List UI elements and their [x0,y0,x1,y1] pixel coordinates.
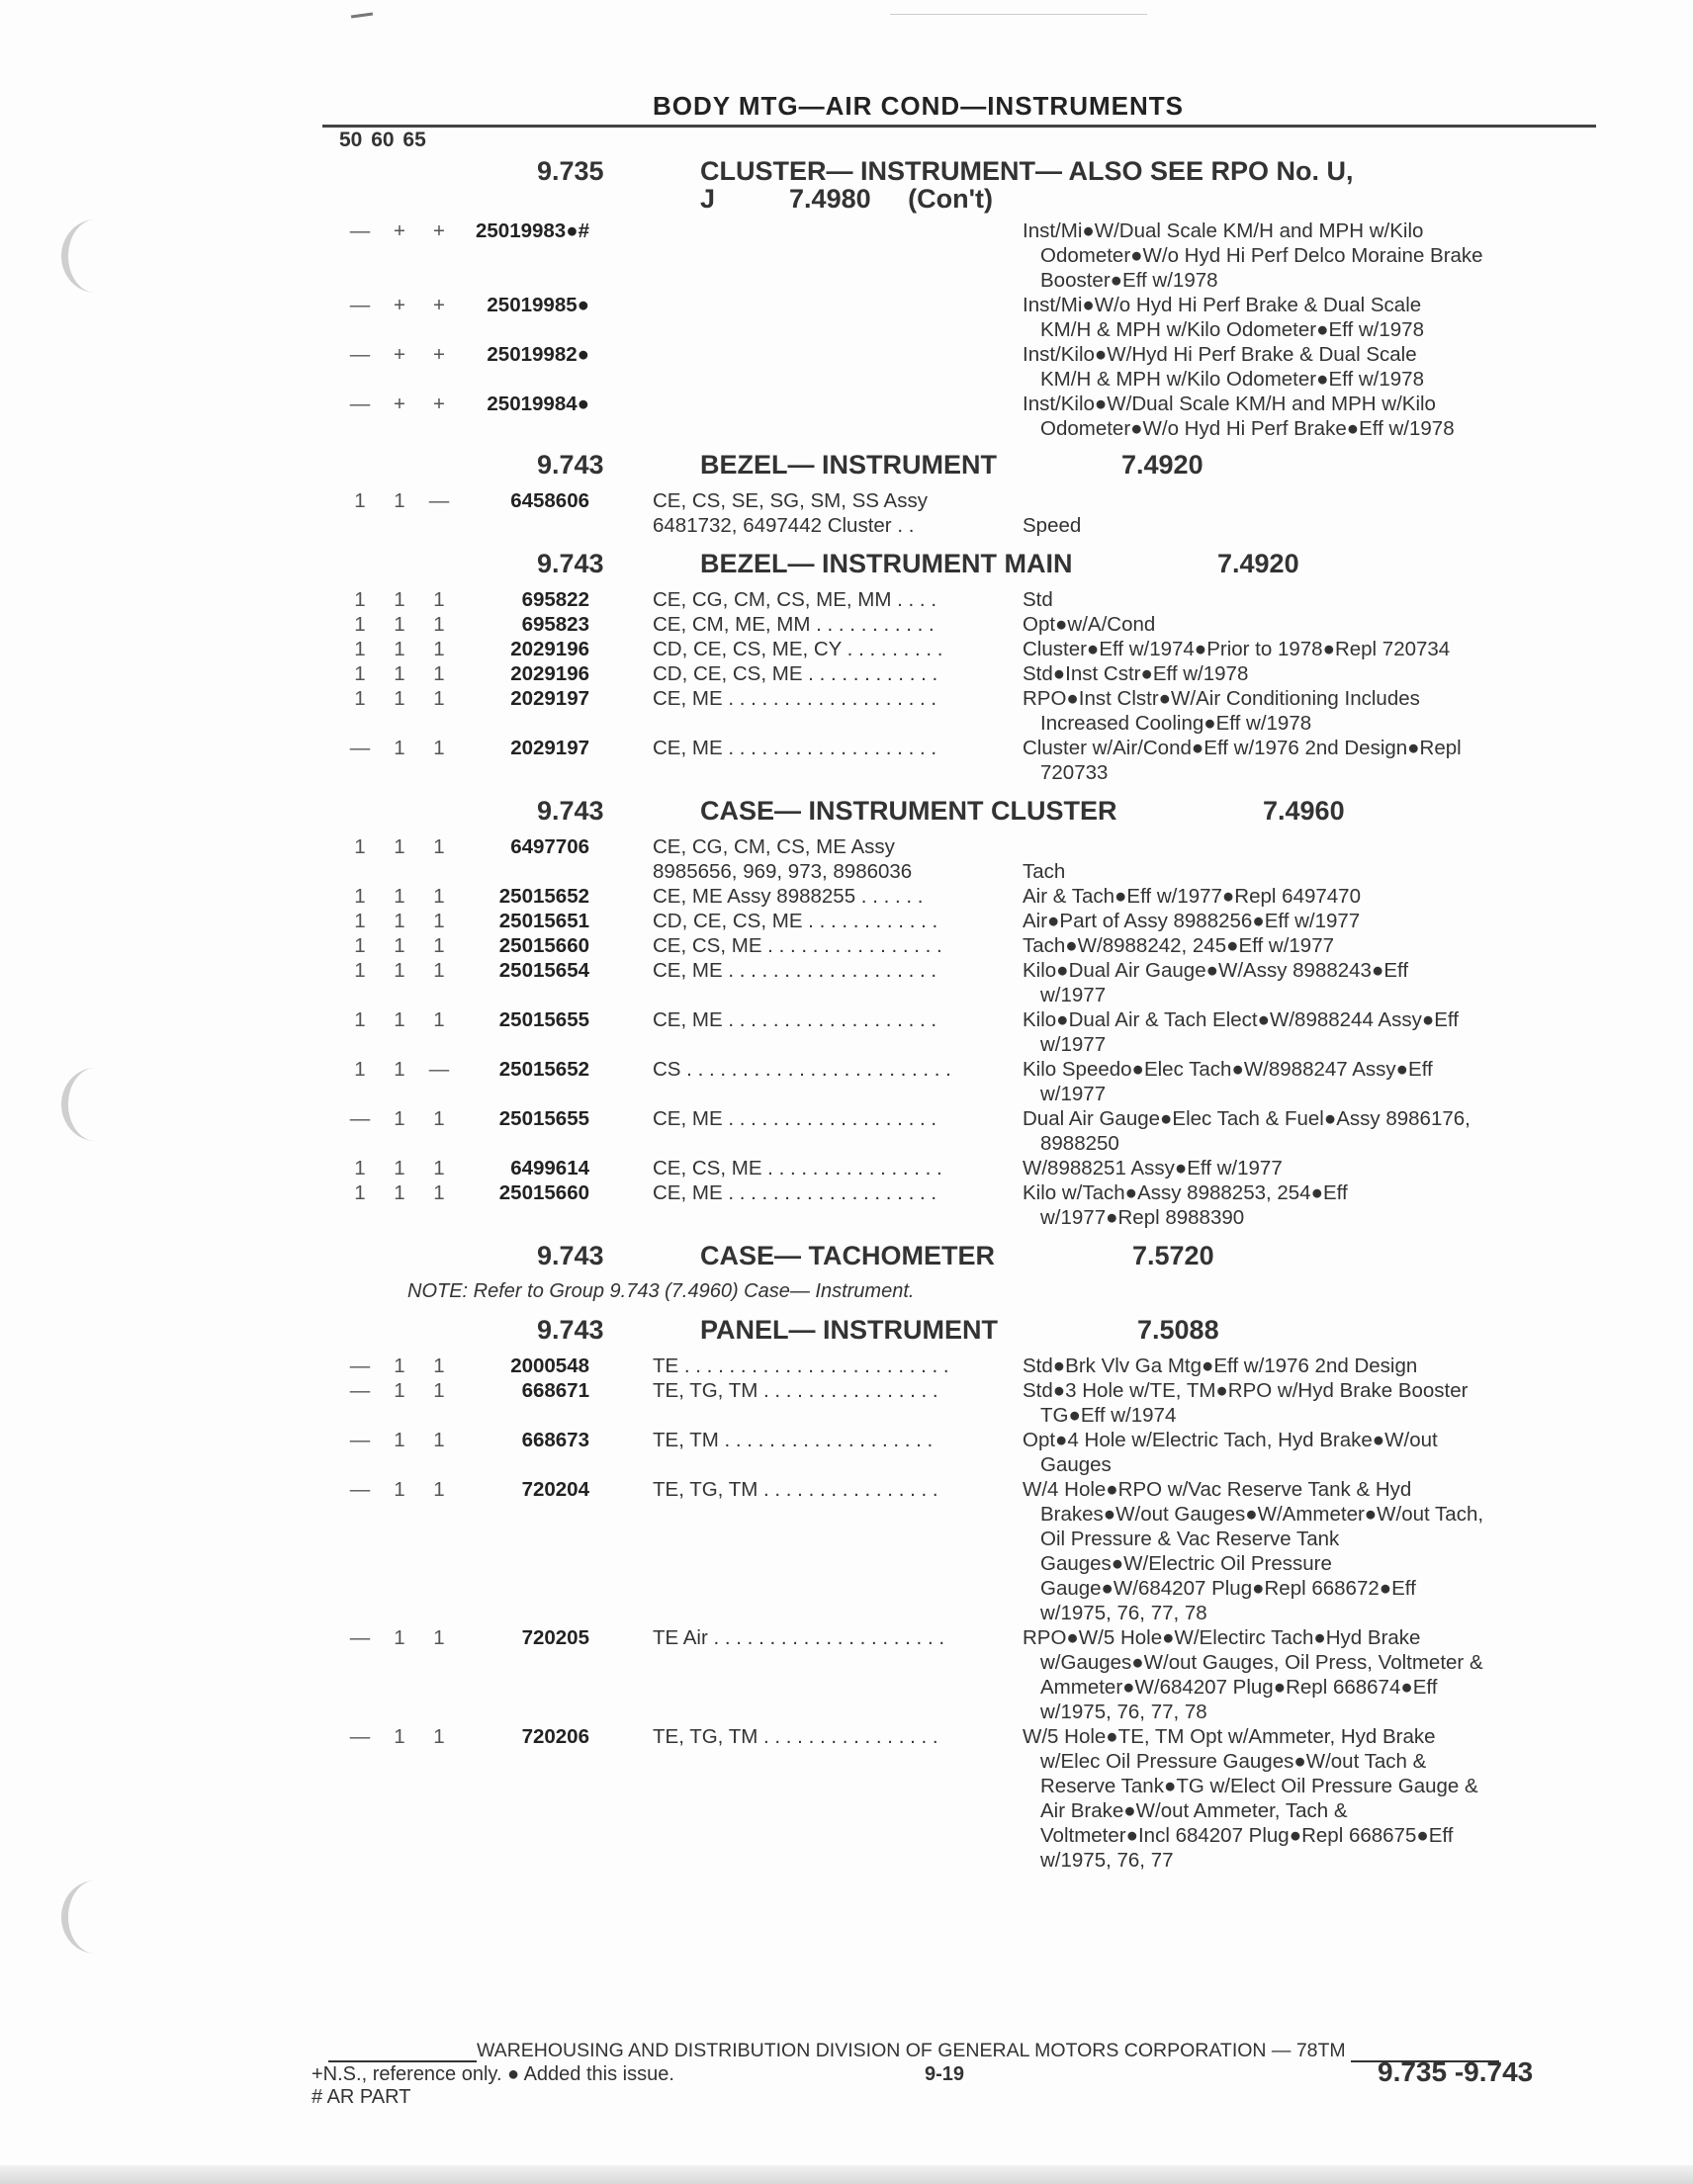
part-description [1023,958,1596,1007]
model-codes [653,933,1001,958]
quantity-50: — [349,1354,371,1377]
section-code: 7.4960 [1263,796,1345,826]
part-number: 695823 [521,613,589,636]
part-number: 25015660 [498,934,589,957]
quantity-65: 1 [433,613,445,636]
quantity-60: 1 [394,1157,405,1179]
part-description [1023,834,1596,884]
description-line: w/1977●Repl 8988390 [1040,1206,1245,1229]
model-line: 8985656, 969, 973, 8986036 [653,860,913,883]
description-line: Opt●4 Hole w/Electric Tach, Hyd Brake●W/out [1023,1429,1438,1451]
description-line: RPO●W/5 Hole●W/Electirc Tach●Hyd Brake [1023,1626,1421,1649]
part-description [1023,1378,1596,1428]
part-number: 25019984● [487,393,589,415]
model-line: CE, ME . . . . . . . . . . . . . . . . . . . [653,687,937,710]
quantity-50: — [349,219,371,242]
section-code: 7.4920 [1121,450,1203,480]
part-number: 6497706 [510,835,589,858]
quantity-60: 1 [394,1429,405,1451]
quantity-65: 1 [433,1429,445,1451]
part-description [1023,1106,1596,1156]
description-line: Inst/Kilo●W/Dual Scale KM/H and MPH w/Kilo [1023,393,1436,415]
part-number: 25015655 [498,1107,589,1130]
part-description [1023,1477,1596,1625]
part-number: 2000548 [510,1354,589,1377]
description-line: w/1975, 76, 77 [1040,1849,1174,1872]
section-title: BEZEL— INSTRUMENT [700,450,997,480]
scan-line [890,14,1147,15]
model-codes [653,834,1001,884]
description-line: W/8988251 Assy●Eff w/1977 [1023,1157,1283,1179]
footer-division-text: WAREHOUSING AND DISTRIBUTION DIVISION OF GENERAL MOTORS CORPORATION — 78TM [477,2040,1346,2061]
quantity-65: 1 [433,959,445,982]
section-title-continued: J 7.4980 (Con't) [700,184,993,214]
section-code: 7.5088 [1137,1315,1219,1345]
year-columns-header: 50 60 65 [339,129,426,151]
quantity-65: 1 [433,1008,445,1031]
description-line: Odometer●W/o Hyd Hi Perf Delco Moraine Brake [1040,244,1483,267]
quantity-65: + [433,393,445,415]
group-number: 9.743 [537,549,604,578]
part-number: 668671 [521,1379,589,1402]
quantity-65: 1 [433,1107,445,1130]
part-number: 720205 [521,1626,589,1649]
model-codes [653,686,1001,711]
quantity-50: 1 [354,638,366,660]
quantity-60: 1 [394,1354,405,1377]
quantity-65: — [428,1058,450,1081]
model-line: CE, CS, SE, SG, SM, SS Assy [653,489,928,512]
part-number: 668673 [521,1429,589,1451]
group-number: 9.743 [537,796,604,826]
quantity-60: 1 [394,1626,405,1649]
description-line [1023,834,1596,859]
quantity-50: — [349,294,371,316]
part-description [1023,1625,1596,1724]
quantity-60: 1 [394,1107,405,1130]
quantity-65: 1 [433,638,445,660]
part-description [1023,1156,1596,1180]
model-line: CS . . . . . . . . . . . . . . . . . . . . . . . . [653,1058,951,1081]
description-line: TG●Eff w/1974 [1040,1404,1177,1427]
quantity-65: 1 [433,662,445,685]
quantity-65: 1 [433,835,445,858]
description-line: Std●Inst Cstr●Eff w/1978 [1023,662,1249,685]
quantity-60: 1 [394,934,405,957]
part-number: 25015655 [498,1008,589,1031]
group-number: 9.743 [537,1315,604,1345]
page-number: 9-19 [925,2063,965,2085]
description-line: Inst/Mi●W/o Hyd Hi Perf Brake & Dual Scale [1023,294,1422,316]
description-line: Air & Tach●Eff w/1977●Repl 6497470 [1023,885,1361,908]
model-line: CE, ME . . . . . . . . . . . . . . . . . . . [653,1008,937,1031]
quantity-50: — [349,1379,371,1402]
scan-mark [351,12,373,18]
description-line: Oil Pressure & Vac Reserve Tank [1040,1528,1340,1550]
section-title: BEZEL— INSTRUMENT MAIN [700,549,1073,578]
description-line: Brakes●W/out Gauges●W/Ammeter●W/out Tach, [1040,1503,1484,1526]
model-line: TE, TG, TM . . . . . . . . . . . . . . . . [653,1379,938,1402]
quantity-60: + [394,343,405,366]
section-note: NOTE: Refer to Group 9.743 (7.4960) Case— Instrument. [407,1280,915,1302]
model-line: CE, ME . . . . . . . . . . . . . . . . . . . [653,1107,937,1130]
quantity-50: 1 [354,885,366,908]
quantity-60: + [394,219,405,242]
description-line: Inst/Mi●W/Dual Scale KM/H and MPH w/Kilo [1023,219,1424,242]
model-codes [653,1477,1001,1502]
description-line: w/Gauges●W/out Gauges, Oil Press, Voltmeter & [1040,1651,1483,1674]
quantity-50: — [349,1429,371,1451]
description-line: Odometer●W/o Hyd Hi Perf Brake●Eff w/1978 [1040,417,1455,440]
quantity-50: 1 [354,1181,366,1204]
model-line: CE, ME . . . . . . . . . . . . . . . . . . . [653,737,937,759]
footer-division [328,2040,1499,2062]
description-line [1023,488,1596,513]
quantity-60: 1 [394,959,405,982]
description-line: Kilo●Dual Air Gauge●W/Assy 8988243●Eff [1023,959,1409,982]
quantity-50: — [349,343,371,366]
model-line: CE, CG, CM, CS, ME, MM . . . . [653,588,937,611]
model-codes [653,1007,1001,1032]
quantity-60: 1 [394,1725,405,1748]
quantity-50: 1 [354,934,366,957]
quantity-65: 1 [433,1181,445,1204]
model-codes [653,909,1001,933]
model-codes [653,958,1001,983]
quantity-60: 1 [394,1181,405,1204]
binder-hole [61,1068,130,1141]
model-codes [653,736,1001,760]
model-line: CD, CE, CS, ME, CY . . . . . . . . . [653,638,943,660]
section-code: 7.4920 [1217,549,1299,578]
quantity-65: 1 [433,1626,445,1649]
model-codes [653,1378,1001,1403]
description-line: RPO●Inst Clstr●W/Air Conditioning Includes [1023,687,1420,710]
quantity-60: 1 [394,1008,405,1031]
description-line: w/1977 [1040,1083,1107,1105]
model-line: CE, CS, ME . . . . . . . . . . . . . . . . [653,1157,942,1179]
description-line: Booster●Eff w/1978 [1040,269,1218,292]
part-description [1023,637,1596,661]
description-line: KM/H & MPH w/Kilo Odometer●Eff w/1978 [1040,368,1424,391]
part-number: 2029197 [510,737,589,759]
quantity-50: 1 [354,662,366,685]
quantity-65: 1 [433,910,445,932]
quantity-50: — [349,737,371,759]
quantity-60: 1 [394,1379,405,1402]
model-line: CE, CM, ME, MM . . . . . . . . . . . [653,613,935,636]
footer-legend: +N.S., reference only. ● Added this issue. [312,2063,674,2085]
quantity-50: 1 [354,1058,366,1081]
part-description [1023,1180,1596,1230]
part-description [1023,1354,1596,1378]
quantity-65: 1 [433,1379,445,1402]
model-codes [653,1180,1001,1205]
model-line: TE, TG, TM . . . . . . . . . . . . . . . . [653,1478,938,1501]
model-line: CD, CE, CS, ME . . . . . . . . . . . . [653,662,938,685]
quantity-65: 1 [433,1725,445,1748]
quantity-50: 1 [354,588,366,611]
part-description [1023,933,1596,958]
model-line: TE Air . . . . . . . . . . . . . . . . . . . . . [653,1626,945,1649]
scan-edge [0,2165,1693,2184]
footer-ar-part: # AR PART [312,2086,411,2108]
part-description [1023,686,1596,736]
part-description [1023,1007,1596,1057]
description-line: Gauge●W/684207 Plug●Repl 668672●Eff [1040,1577,1416,1600]
part-description [1023,1428,1596,1477]
model-codes [653,637,1001,661]
description-line: Inst/Kilo●W/Hyd Hi Perf Brake & Dual Scale [1023,343,1417,366]
description-line: Tach [1023,860,1066,883]
quantity-60: 1 [394,662,405,685]
quantity-50: 1 [354,959,366,982]
model-line: TE, TM . . . . . . . . . . . . . . . . . . . [653,1429,934,1451]
quantity-65: 1 [433,1157,445,1179]
quantity-65: — [428,489,450,512]
model-codes [653,488,1001,538]
header-rule [322,125,1596,128]
description-line: w/1977 [1040,1033,1107,1056]
quantity-65: 1 [433,737,445,759]
part-number: 2029197 [510,687,589,710]
section-title: PANEL— INSTRUMENT [700,1315,998,1345]
description-line: Increased Cooling●Eff w/1978 [1040,712,1312,735]
model-line: TE, TG, TM . . . . . . . . . . . . . . . . [653,1725,938,1748]
description-line: Air Brake●W/out Ammeter, Tach & [1040,1799,1348,1822]
model-line: 6481732, 6497442 Cluster . . [653,514,915,537]
model-line: CD, CE, CS, ME . . . . . . . . . . . . [653,910,938,932]
description-line: 8988250 [1040,1132,1119,1155]
part-description [1023,736,1596,785]
quantity-65: 1 [433,934,445,957]
part-number: 25019983●# [476,219,589,242]
description-line: Kilo●Dual Air & Tach Elect●W/8988244 Assy●Eff [1023,1008,1459,1031]
quantity-60: 1 [394,835,405,858]
description-line: W/4 Hole●RPO w/Vac Reserve Tank & Hyd [1023,1478,1412,1501]
part-description [1023,587,1596,612]
part-description [1023,612,1596,637]
model-line: CE, ME . . . . . . . . . . . . . . . . . . . [653,1181,937,1204]
description-line: W/5 Hole●TE, TM Opt w/Ammeter, Hyd Brake [1023,1725,1436,1748]
description-line: Ammeter●W/684207 Plug●Repl 668674●Eff [1040,1676,1438,1699]
part-description [1023,392,1596,441]
description-line: Std●Brk Vlv Ga Mtg●Eff w/1976 2nd Design [1023,1354,1418,1377]
group-number: 9.735 [537,156,604,186]
part-number: 720204 [521,1478,589,1501]
description-line: Opt●w/A/Cond [1023,613,1156,636]
description-line: Std●3 Hole w/TE, TM●RPO w/Hyd Brake Booster [1023,1379,1469,1402]
model-line: CE, CS, ME . . . . . . . . . . . . . . . . [653,934,942,957]
description-line: Tach●W/8988242, 245●Eff w/1977 [1023,934,1335,957]
part-description [1023,342,1596,392]
description-line: Speed [1023,514,1082,537]
section-code: 7.5720 [1132,1241,1214,1270]
description-line: Reserve Tank●TG w/Elect Oil Pressure Gauge & [1040,1775,1478,1797]
model-line: TE . . . . . . . . . . . . . . . . . . . . . . . . [653,1354,949,1377]
quantity-50: — [349,1478,371,1501]
page-range: 9.735 -9.743 [1378,2056,1534,2087]
description-line: Kilo w/Tach●Assy 8988253, 254●Eff [1023,1181,1348,1204]
part-number: 25015652 [498,885,589,908]
model-codes [653,1625,1001,1650]
quantity-60: + [394,393,405,415]
model-line: CE, ME . . . . . . . . . . . . . . . . . . . [653,959,937,982]
model-codes [653,1724,1001,1749]
model-codes [653,661,1001,686]
model-line: CE, CG, CM, CS, ME Assy [653,835,895,858]
quantity-60: 1 [394,1058,405,1081]
model-codes [653,1156,1001,1180]
quantity-60: 1 [394,885,405,908]
description-line: Cluster●Eff w/1974●Prior to 1978●Repl 720734 [1023,638,1451,660]
description-line: w/Elec Oil Pressure Gauges●W/out Tach & [1040,1750,1427,1773]
quantity-65: 1 [433,588,445,611]
part-number: 2029196 [510,638,589,660]
description-line: Air●Part of Assy 8988256●Eff w/1977 [1023,910,1361,932]
part-description [1023,1724,1596,1873]
group-number: 9.743 [537,450,604,480]
part-description [1023,218,1596,293]
part-number: 6499614 [510,1157,589,1179]
part-description [1023,1057,1596,1106]
quantity-50: 1 [354,835,366,858]
part-number: 25015654 [498,959,589,982]
part-number: 6458606 [510,489,589,512]
quantity-60: 1 [394,588,405,611]
quantity-60: 1 [394,638,405,660]
quantity-60: 1 [394,489,405,512]
quantity-50: 1 [354,1157,366,1179]
quantity-65: 1 [433,885,445,908]
quantity-50: — [349,1725,371,1748]
quantity-60: 1 [394,910,405,932]
page-header: BODY MTG—AIR COND—INSTRUMENTS [653,91,1184,121]
part-number: 2029196 [510,662,589,685]
quantity-50: 1 [354,1008,366,1031]
quantity-60: 1 [394,613,405,636]
binder-hole [61,1880,130,1954]
quantity-60: 1 [394,737,405,759]
quantity-60: + [394,294,405,316]
model-codes [653,587,1001,612]
section-title: CASE— INSTRUMENT CLUSTER [700,796,1117,826]
quantity-50: — [349,1107,371,1130]
quantity-50: 1 [354,687,366,710]
model-line: CE, ME Assy 8988255 . . . . . . [653,885,924,908]
quantity-50: — [349,393,371,415]
quantity-65: + [433,294,445,316]
part-description [1023,488,1596,538]
description-line: Voltmeter●Incl 684207 Plug●Repl 668675●Eff [1040,1824,1454,1847]
section-title: CLUSTER— INSTRUMENT— ALSO SEE RPO No. U, [700,156,1354,186]
description-line: w/1975, 76, 77, 78 [1040,1701,1207,1723]
part-number: 695822 [521,588,589,611]
description-line: w/1977 [1040,984,1107,1006]
part-description [1023,884,1596,909]
part-number: 25019985● [487,294,589,316]
part-number: 25015652 [498,1058,589,1081]
group-number: 9.743 [537,1241,604,1270]
quantity-65: 1 [433,687,445,710]
description-line: Gauges●W/Electric Oil Pressure [1040,1552,1332,1575]
model-codes [653,1428,1001,1452]
quantity-50: — [349,1626,371,1649]
description-line: Std [1023,588,1053,611]
description-line: 720733 [1040,761,1109,784]
model-codes [653,1354,1001,1378]
description-line: Gauges [1040,1453,1112,1476]
quantity-65: 1 [433,1478,445,1501]
quantity-50: 1 [354,613,366,636]
model-codes [653,1106,1001,1131]
part-number: 25015660 [498,1181,589,1204]
model-codes [653,884,1001,909]
part-description [1023,661,1596,686]
quantity-65: + [433,219,445,242]
quantity-60: 1 [394,687,405,710]
part-number: 720206 [521,1725,589,1748]
part-number: 25019982● [487,343,589,366]
binder-hole [61,219,130,293]
part-description [1023,909,1596,933]
model-codes [653,1057,1001,1082]
part-number: 25015651 [498,910,589,932]
section-title: CASE— TACHOMETER [700,1241,996,1270]
description-line: Kilo Speedo●Elec Tach●W/8988247 Assy●Eff [1023,1058,1433,1081]
description-line: w/1975, 76, 77, 78 [1040,1602,1207,1624]
description-line: Cluster w/Air/Cond●Eff w/1976 2nd Design●Repl [1023,737,1462,759]
quantity-65: + [433,343,445,366]
quantity-50: 1 [354,910,366,932]
footer-rule-left [328,2058,477,2062]
description-line: KM/H & MPH w/Kilo Odometer●Eff w/1978 [1040,318,1424,341]
description-line: Dual Air Gauge●Elec Tach & Fuel●Assy 8986176, [1023,1107,1470,1130]
part-description [1023,293,1596,342]
quantity-50: 1 [354,489,366,512]
quantity-60: 1 [394,1478,405,1501]
quantity-65: 1 [433,1354,445,1377]
model-codes [653,612,1001,637]
